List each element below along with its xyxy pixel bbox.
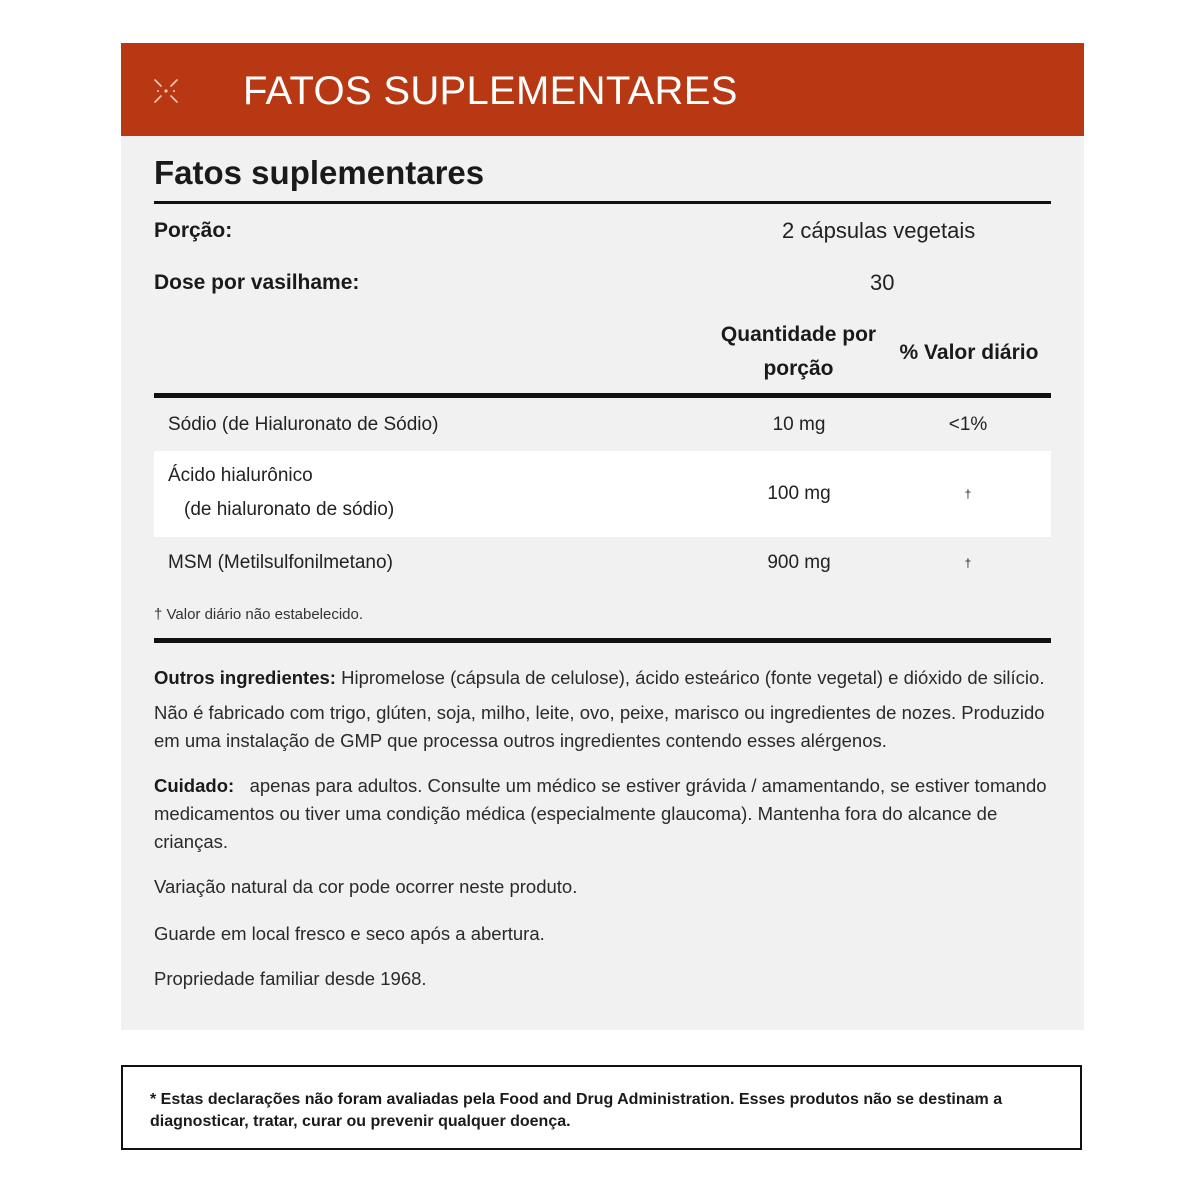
nutrient-daily-value: † [964, 487, 972, 501]
nutrient-name-block [168, 464, 394, 522]
nutrient-amount: 900 mg [767, 552, 831, 573]
color-variation-note: Variação natural da cor pode ocorrer neste produto. [154, 876, 578, 897]
header-banner [121, 43, 1084, 136]
daily-value-footnote: † Valor diário não estabelecido. [154, 606, 364, 623]
daily-value-header: % Valor diário [899, 341, 1039, 364]
serving-size-value: 2 cápsulas vegetais [782, 218, 976, 243]
nutrient-daily-value: † [964, 556, 972, 570]
amount-per-serving-header: Quantidade por porção [720, 323, 877, 380]
nutrient-amount: 10 mg [772, 414, 826, 435]
nutrient-name: MSM (Metilsulfonilmetano) [168, 552, 393, 573]
other-ingredients-text: Hipromelose (cápsula de celulose), ácido esteárico (fonte vegetal) e dióxido de silício. [335, 667, 1045, 688]
caution-label: Cuidado: [154, 775, 235, 796]
header-rule [154, 393, 1051, 398]
nutrient-name: Ácido hialurônico [168, 465, 313, 486]
nutrient-daily-value: <1% [948, 414, 988, 435]
servings-per-container-value: 30 [870, 270, 895, 295]
storage-note: Guarde em local fresco e seco após a abertura. [154, 923, 545, 944]
serving-size-label: Porção: [154, 219, 233, 242]
fda-disclaimer-box [121, 1065, 1082, 1150]
table-row [154, 537, 1051, 589]
facts-title: Fatos suplementares [154, 154, 485, 191]
title-rule [154, 201, 1051, 204]
caution-text: apenas para adultos. Consulte um médico se estiver grávida / amamentando, se estiver tomando medicamentos ou tiver uma condição médica (especialmente glaucoma). Mantenha fora do alcance de crianças. [154, 775, 1052, 852]
nutrient-source: (de hialuronato de sódio) [184, 499, 395, 520]
sparkle-cross-icon [152, 77, 180, 105]
servings-per-container-label: Dose por vasilhame: [154, 271, 360, 294]
family-owned-note: Propriedade familiar desde 1968. [154, 968, 427, 989]
banner-title: FATOS SUPLEMENTARES [243, 69, 738, 113]
other-ingredients [154, 664, 1054, 692]
nutrient-amount: 100 mg [767, 483, 831, 504]
allergen-statement: Não é fabricado com trigo, glúten, soja, milho, leite, ovo, peixe, marisco ou ingredientes de nozes. Produzido em uma instalação de GMP que processa outros ingredientes contendo esses alérgenos. [154, 702, 1045, 751]
table-row [154, 451, 1051, 537]
fda-disclaimer-text: * Estas declarações não foram avaliadas pela Food and Drug Administration. Esses produtos não se destinam a diagnosticar, tratar, curar ou prevenir qualquer doença. [150, 1091, 1003, 1130]
nutrient-name: Sódio (de Hialuronato de Sódio) [168, 414, 439, 435]
bottom-rule [154, 638, 1051, 643]
caution-statement [154, 772, 1054, 856]
table-row [154, 399, 1051, 451]
other-ingredients-label: Outros ingredientes: [154, 667, 336, 688]
supplement-facts-panel [121, 43, 1084, 1030]
